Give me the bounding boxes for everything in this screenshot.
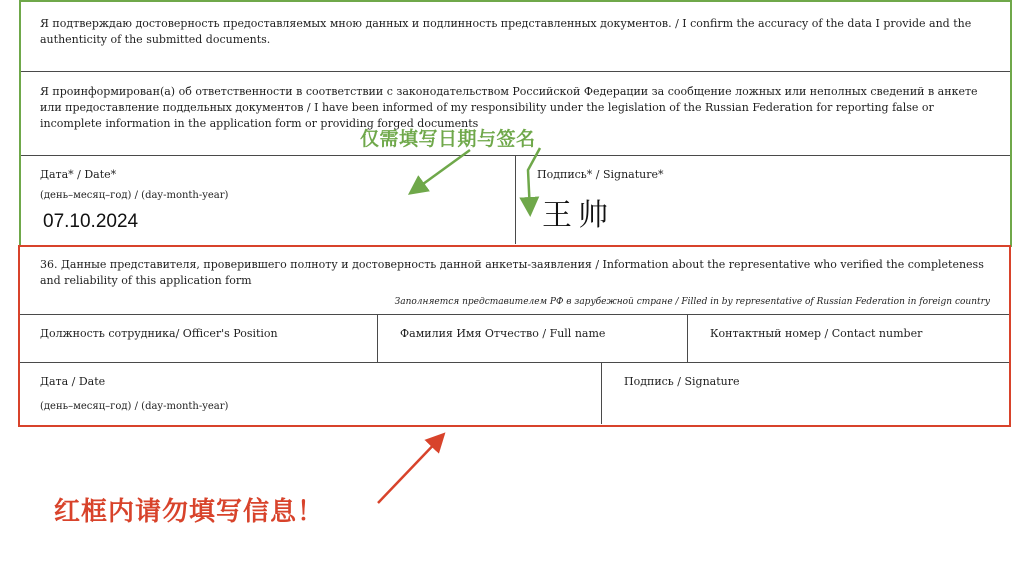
green-annotation: 仅需填写日期与签名 (360, 128, 536, 150)
rep-date-format-hint: (день–месяц–год) / (day-month-year) (40, 401, 229, 412)
green-arrow-to-date (412, 150, 470, 192)
signature-field[interactable]: 王帅 (542, 198, 614, 233)
red-arrow-to-section (378, 436, 442, 503)
full-name-field: Фамилия Имя Отчество / Full name (400, 327, 606, 340)
filled-by-note: Заполняется представителем РФ в зарубежной стране / Filled in by representative of Russian Federation in foreign country (394, 297, 990, 307)
section-title: 36. Данные представителя, проверившего полноту и достоверность данной анкеты-заявления / Information about the representative who verified the completeness and reliability of this application form (40, 258, 984, 287)
rep-signature-label: Подпись / Signature (624, 375, 740, 388)
date-format-hint: (день–месяц–год) / (day-month-year) (40, 190, 229, 201)
red-annotation: 红框内请勿填写信息！ (54, 497, 325, 527)
officer-position-field: Должность сотрудника/ Officer's Position (40, 327, 278, 340)
contact-number-field: Контактный номер / Contact number (710, 327, 923, 340)
green-arrow-to-signature (528, 148, 540, 212)
date-label: Дата* / Date* (40, 168, 117, 181)
signature-label: Подпись* / Signature* (537, 168, 664, 181)
rep-date-label: Дата / Date (40, 375, 106, 388)
date-field[interactable]: 07.10.2024 (43, 211, 139, 232)
confirm-text: Я подтверждаю достоверность предоставляемых мною данных и подлинность представленных документов. / I confirm the accuracy of the data I provide and the authenticity of the submitted documents. (40, 17, 972, 46)
responsibility-text: Я проинформирован(а) об ответственности в соответствии с законодательством Российской Федерации за сообщение ложных или неполных сведений в анкете или предоставление поддельных документов / I have been informed of my responsibility under the legislation of the Russian Federation for reporting false or incomplete information in the application form or providing forged documents (40, 85, 978, 130)
